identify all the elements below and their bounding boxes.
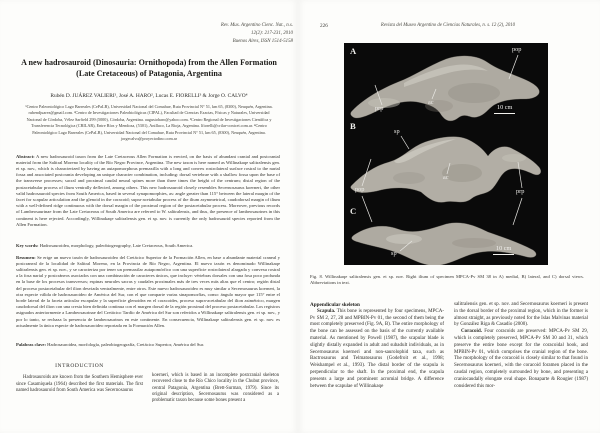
left-column-2 (152, 352, 279, 404)
affiliations: ¹Centro Paleontológico Lago Barreales (CePaLB), Universidad Nacional del Comahue, Ruta Provincial N° 51, km 65, (8300), Neuquén, Argentina. rubendjuarez@gmail.com. ²Centro de Investigaciones Paleobiológicas (CIPAL), Facultad de Ciencias Exactas, Físicas y Naturales, Universidad Nacional de Córdoba, Vélez Sarfield 299 (5000), Córdoba, Argentina. augustoharo@yahoo.com. ³Centro Regional de Investigaciones Científica y Transferencia Tecnológica (CRILAR), Entre Ríos y Mendoza, (5301), Anillaco, La Rioja, Argentina. lfiorelli@crilar-conicet.com.ar. ⁴Centro Paleontológico Lago Barreales (CePaLB), Universidad Nacional del Comahue, Ruta Provincial N° 51, km 65, (8300), Neuquén, Argentina. jorgecalvo@proyectodino.com.ar (25, 104, 273, 141)
introduction-heading: INTRODUCTION (55, 363, 104, 369)
journal-reference (133, 22, 293, 46)
introduction-continuation: koerneri, which is based in an incomplete postcranial skeleton recovered close to the Río Chico locality in the Chubut province, central Patagonia, Argentina (Brett-Surman, 1979). Since its original description, Secernosaurus was considered as a problematic taxon because some bones present a (152, 373, 279, 404)
scapula-lead: Scapula. (317, 308, 336, 314)
journal-ref-line3: Buenos Aires, ISSN 1514-5158 (232, 38, 293, 44)
resumen-paragraph (16, 255, 280, 329)
article-title: A new hadrosauroid (Dinosauria: Ornithopoda) from the Allen Formation (Late Cretaceous) of Patagonia, Argentina (21, 58, 277, 78)
palabras-text: Hadrosauroidea, morfología, paleobiogeografía, Cretácico Superior, América del Sur. (45, 341, 205, 347)
resumen-label: Resumen: (16, 254, 36, 260)
right-page-columns (310, 302, 588, 390)
label-ac-a: ac (428, 99, 434, 106)
label-prp-bc: prp (516, 188, 525, 195)
page-right (298, 0, 600, 433)
palabras-label: Palabras clave: (16, 341, 46, 347)
journal-ref-line1: Rev. Mus. Argentino Cienc. Nat., n.s. (220, 23, 293, 28)
coracoid-paragraph (454, 329, 588, 390)
scapula-continuation: salitralensis gen. et sp. nov. and Secernosaurus koerneri is present in the dorsal border of the proximal region, which in the former is almost straight, as previously noted for the Islas Malvinas material by González Riga & Casadío (2000). (454, 302, 588, 328)
scapula-paragraph (310, 309, 444, 391)
label-ac-b: ac (443, 174, 449, 181)
palabras-clave-line (16, 342, 280, 348)
running-head: Revista del Museo Argentino de Ciencias Naturales, n. s. 12 (2), 2010 (380, 23, 516, 28)
label-sp-b: sp (394, 128, 400, 135)
label-pop-bc: pop (355, 186, 365, 193)
coracoid-lead: Coracoid. (461, 329, 482, 335)
ilium-bones-illustration (344, 43, 548, 265)
introduction-paragraph: Hadrosauroids are known from the Southern Hemisphere ever since Casamiquela (1964) described the first materials. The first named hadrosauroid from South America was Secernosaurus (16, 375, 143, 393)
figure-caption: Fig. 8. Willinakaqe salitralensis gen. et sp. nov. Right ilium of specimen MPCA-Pv SM 38 in A) medial, B) lateral, and C) dorsal views. Abbreviations in text. (310, 274, 584, 285)
resumen-text: Se erige un nuevo taxón de hadrosauroideo del Cretácico Superior de la Formación Allen, en base a abundante material craneal y postcraneal de la localidad de Salitral Moreno, en la Provincia de Río Negro, Argentina. El nuevo taxón es denominado Willinakaqe salitralensis gen. et sp. nov., y se caracteriza por tener un premaxilar autapomórfico con una superficie rostrolateral alargada y convexa rostral a la fosa narial y postcráneos asociados con una combinación de caracteres únicos, que incluye: vértebras dorsales con una fosa poco profunda en la base de los procesos transversos; espinas neurales sacras y caudales proximales más de tres veces más altas que el centro; región distal del proceso postacetabular del ilion desviada ventralmente, entre otros. Este nuevo hadrosauroideo es muy similar a Secernosaurus koerneri, la otra especie válida de hadrosauroideo de América del Sur, con el que comparte varias sinapomorfías, como: ángulo mayor que 115° entre el borde lateral de la faceta articular escapular y la superficie glenoidea en el coracoides, proceso supra-acetabular del ilion asimétrico, margen caudodorsal del ilion con una cresta bien definida continua con el margen dorsal de la región proximal del proceso postacetabular. Los registros asignados anteriormente a Lambeosaurinae del Cretácico Tardío de América del Sur son referidos a Willinakaqe salitralensis gen. et sp. nov., y por lo tanto, se rechaza la presencia de lambeosaurinos en este continente. En consecuencia, Willinakaqe salitralensis gen. et sp. nov. es actualmente la única especie de hadrosauroideo reportada en la Formación Allen. (16, 254, 280, 328)
label-pop-a: pop (512, 46, 522, 53)
label-prp-a: prp (375, 105, 384, 112)
coracoid-text: Four coracoids are preserved: MPCA-Pv SM 29, which is completely preserved, MPCA-Pv SM 30 and 31, which preserve the entire bone except for the coracoidal hook, and MPBIN-Pv 01, which comprises the cranial region of the bone. The morphology of the coracoid is closely similar to that found in Secernosaurus koerneri, with the coracoid foramen placed in the caudal region, completely surrounded by bone, and presenting a craniocaudally elongate oval shape. Bonaparte & Rougier (1987) considered this mor- (454, 329, 588, 389)
right-column-1 (310, 302, 444, 390)
scale-bar-c: 10 cm (493, 246, 514, 255)
scapula-text: This bone is represented by four specimens, MPCA-Pv SM 2, 27, 28 and MPBIN-Pv 01, the second of them being the most completely preserved (Fig. 9A, B). The entire morphology of the bone can be assessed on the basis of the currently available material. As mentioned by Powell (1987), the scapular blade is slightly distally expanded in adult and subadult individuals, as in Secernosaurus koerneri and non-saurolophid taxa, such as Bactrosaurus and Telmatosaurus (Godefroit et al., 1998; Weishampel et al., 1993). The distal border of the scapula is perpendicular to the shaft. In the proximal end, the scapula presents a large and prominent acromial bridge. A difference between the scapulae of Willinakaqe (310, 308, 444, 389)
right-column-2 (454, 302, 588, 390)
section-heading: Appendicular skeleton (310, 302, 360, 308)
scale-bar-a: 10 cm (494, 105, 515, 114)
label-sp-c: sp (391, 250, 397, 257)
abstract-paragraph (16, 154, 280, 228)
keywords-line (16, 243, 280, 249)
keywords-text: Hadrosauroidea, morphology, paleobiogeography, Late Cretaceous, South America. (38, 242, 194, 248)
panel-b-letter: B (350, 121, 356, 131)
abstract-text: A new hadrosauroid taxon from the Late Cretaceous Allen Formation is erected, on the basis of abundant cranial and postcranial material from the Salitral Moreno locality of the Río Negro Province, Argentina. The new taxon is here named as Willinakaqe salitralensis gen. et sp. nov., which is characterized by having an autapomorphous premaxilla with a long and convex rostrolateral surface rostral to the narial fossa and associated postcrania developing an unique character combination, including: dorsal vertebrae with a shallow fossa upon the base of the transverse processes; sacral and proximal caudal neural spines more than three times the height of the centrum; distal region of the postacetabular process of ilium ventrally deflected, among others. This new hadrosauroid closely resembles Secernosaurus koerneri, the other valid hadrosauroid species from South America, based in several synapomorphies, as: angle greater than 115° between the lateral margin of the facet for scapular articulation and the glenoid in the coracoid; supra-acetabular process of the ilium asymmetrical, caudodorsal margin of ilium with a well-defined ridge continuous with the dorsal margin of the proximal region of the postacetabular process. Moreover, previous records of Lambeosaurinae from the Late Cretaceous of South America are referred to W. salitralensis, and thus, the presence of lambeosaurines in this continent is here rejected. Accordingly, Willinakaqe salitralensis gen. et sp. nov. is currently the only hadrosaurid species reported from the Allen Formation. (16, 153, 280, 227)
figure-ilium-photo (344, 43, 548, 265)
panel-a-letter: A (350, 46, 357, 56)
abstract-label: Abstract: (16, 153, 35, 159)
keywords-label: Key words: (16, 242, 39, 248)
left-column-1 (16, 352, 143, 404)
page-left (0, 0, 298, 433)
author-line: Rubén D. JUÁREZ VALIERI¹, José A. HARO², Lucas E. FIORELLI³ & Jorge O. CALVO⁴ (50, 93, 248, 99)
page-number: 226 (320, 23, 328, 29)
journal-ref-line2: 12(2): 217-231, 2010 (251, 30, 293, 36)
panel-c-letter: C (350, 206, 357, 216)
left-page-columns (16, 352, 280, 404)
